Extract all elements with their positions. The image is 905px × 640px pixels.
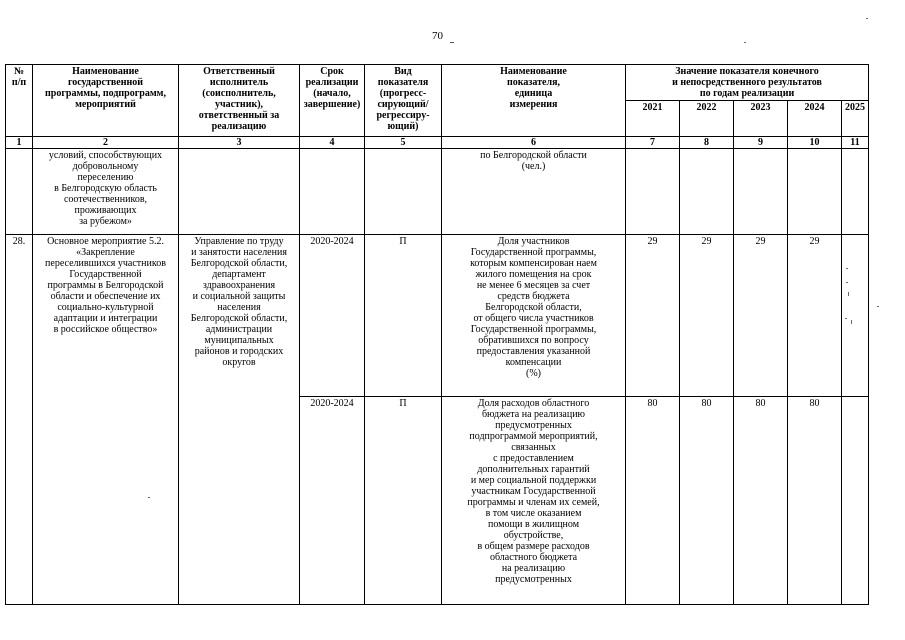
row-num — [6, 149, 33, 235]
row-period — [300, 149, 365, 235]
row-value — [734, 149, 788, 235]
table-row — [6, 235, 869, 397]
row-period: 2020-2024 — [300, 235, 365, 397]
column-number: 3 — [179, 137, 300, 149]
row-value: 29 — [680, 235, 734, 397]
row-executor — [179, 149, 300, 235]
header-indicator-name: Наименование показателя, единица измерения — [442, 65, 626, 137]
page-number-mark — [450, 42, 454, 43]
page-number: 70 — [432, 30, 443, 42]
row-program: Основное мероприятие 5.2. «Закрепление переселившихся участников Государственной программы в Белгородской области и обеспечение их социально-культурной адаптации и интеграции в российское общество» — [33, 235, 179, 605]
header-year: 2024 — [788, 101, 842, 137]
column-number: 1 — [6, 137, 33, 149]
header-year: 2021 — [626, 101, 680, 137]
column-number: 6 — [442, 137, 626, 149]
row-value: 80 — [734, 397, 788, 605]
row-program: условий, способствующих добровольному переселению в Белгородскую область соотечественников, проживающих за рубежом» — [33, 149, 179, 235]
indicators-table — [5, 64, 869, 605]
column-number: 10 — [788, 137, 842, 149]
row-value: 29 — [626, 235, 680, 397]
header-year: 2023 — [734, 101, 788, 137]
header-executor: Ответственный исполнитель (соисполнитель, участник), ответственный за реализацию — [179, 65, 300, 137]
row-value: 29 — [788, 235, 842, 397]
row-value — [788, 149, 842, 235]
header-num: № п/п — [6, 65, 33, 137]
row-value — [680, 149, 734, 235]
row-indicator-name: по Белгородской области (чел.) — [442, 149, 626, 235]
row-indicator-type — [365, 149, 442, 235]
row-value: 80 — [626, 397, 680, 605]
row-num: 28. — [6, 235, 33, 605]
column-number: 9 — [734, 137, 788, 149]
header-year: 2022 — [680, 101, 734, 137]
header-program: Наименование государственной программы, подпрограмм, мероприятий — [33, 65, 179, 137]
column-number: 8 — [680, 137, 734, 149]
header-indicator-type: Вид показателя (прогресс- сирующий/ регрессиру- ющий) — [365, 65, 442, 137]
row-value — [842, 397, 869, 605]
column-number: 11 — [842, 137, 869, 149]
column-number: 4 — [300, 137, 365, 149]
scan-speck — [866, 18, 868, 19]
row-indicator-type: П — [365, 397, 442, 605]
row-period: 2020-2024 — [300, 397, 365, 605]
column-number: 2 — [33, 137, 179, 149]
row-value — [626, 149, 680, 235]
row-value — [842, 235, 869, 397]
scan-speck — [744, 42, 746, 43]
row-value: 80 — [680, 397, 734, 605]
row-indicator-type: П — [365, 235, 442, 397]
scan-speck — [877, 306, 879, 307]
header-year: 2025 — [842, 101, 869, 137]
row-value: 80 — [788, 397, 842, 605]
column-number-row — [6, 137, 869, 149]
row-indicator-name: Доля участников Государственной программы, которым компенсирован наем жилого помещения на срок не менее 6 месяцев за счет средств бюджета Белгородской области, от общего числа участников Государственной программы, обратившихся по вопросу предоставления указанной компенсации (%) — [442, 235, 626, 397]
table-row — [6, 149, 869, 235]
header-period: Срок реализации (начало, завершение) — [300, 65, 365, 137]
header-values-group: Значение показателя конечного и непосредственного результатов по годам реализации — [626, 65, 869, 101]
row-value: 29 — [734, 235, 788, 397]
row-value — [842, 149, 869, 235]
row-executor: Управление по труду и занятости населения Белгородской области, департамент здравоохранения и социальной защиты населения Белгородской области, администрации муниципальных районов и городских округов — [179, 235, 300, 605]
column-number: 5 — [365, 137, 442, 149]
column-number: 7 — [626, 137, 680, 149]
row-indicator-name: Доля расходов областного бюджета на реализацию предусмотренных подпрограммой мероприятий, связанных с предоставлением дополнительных гарантий и мер социальной поддержки участникам Государственной программы и членам их семей, в том числе оказанием помощи в жилищном обустройстве, в общем размере расходов областного бюджета на реализацию предусмотренных — [442, 397, 626, 605]
